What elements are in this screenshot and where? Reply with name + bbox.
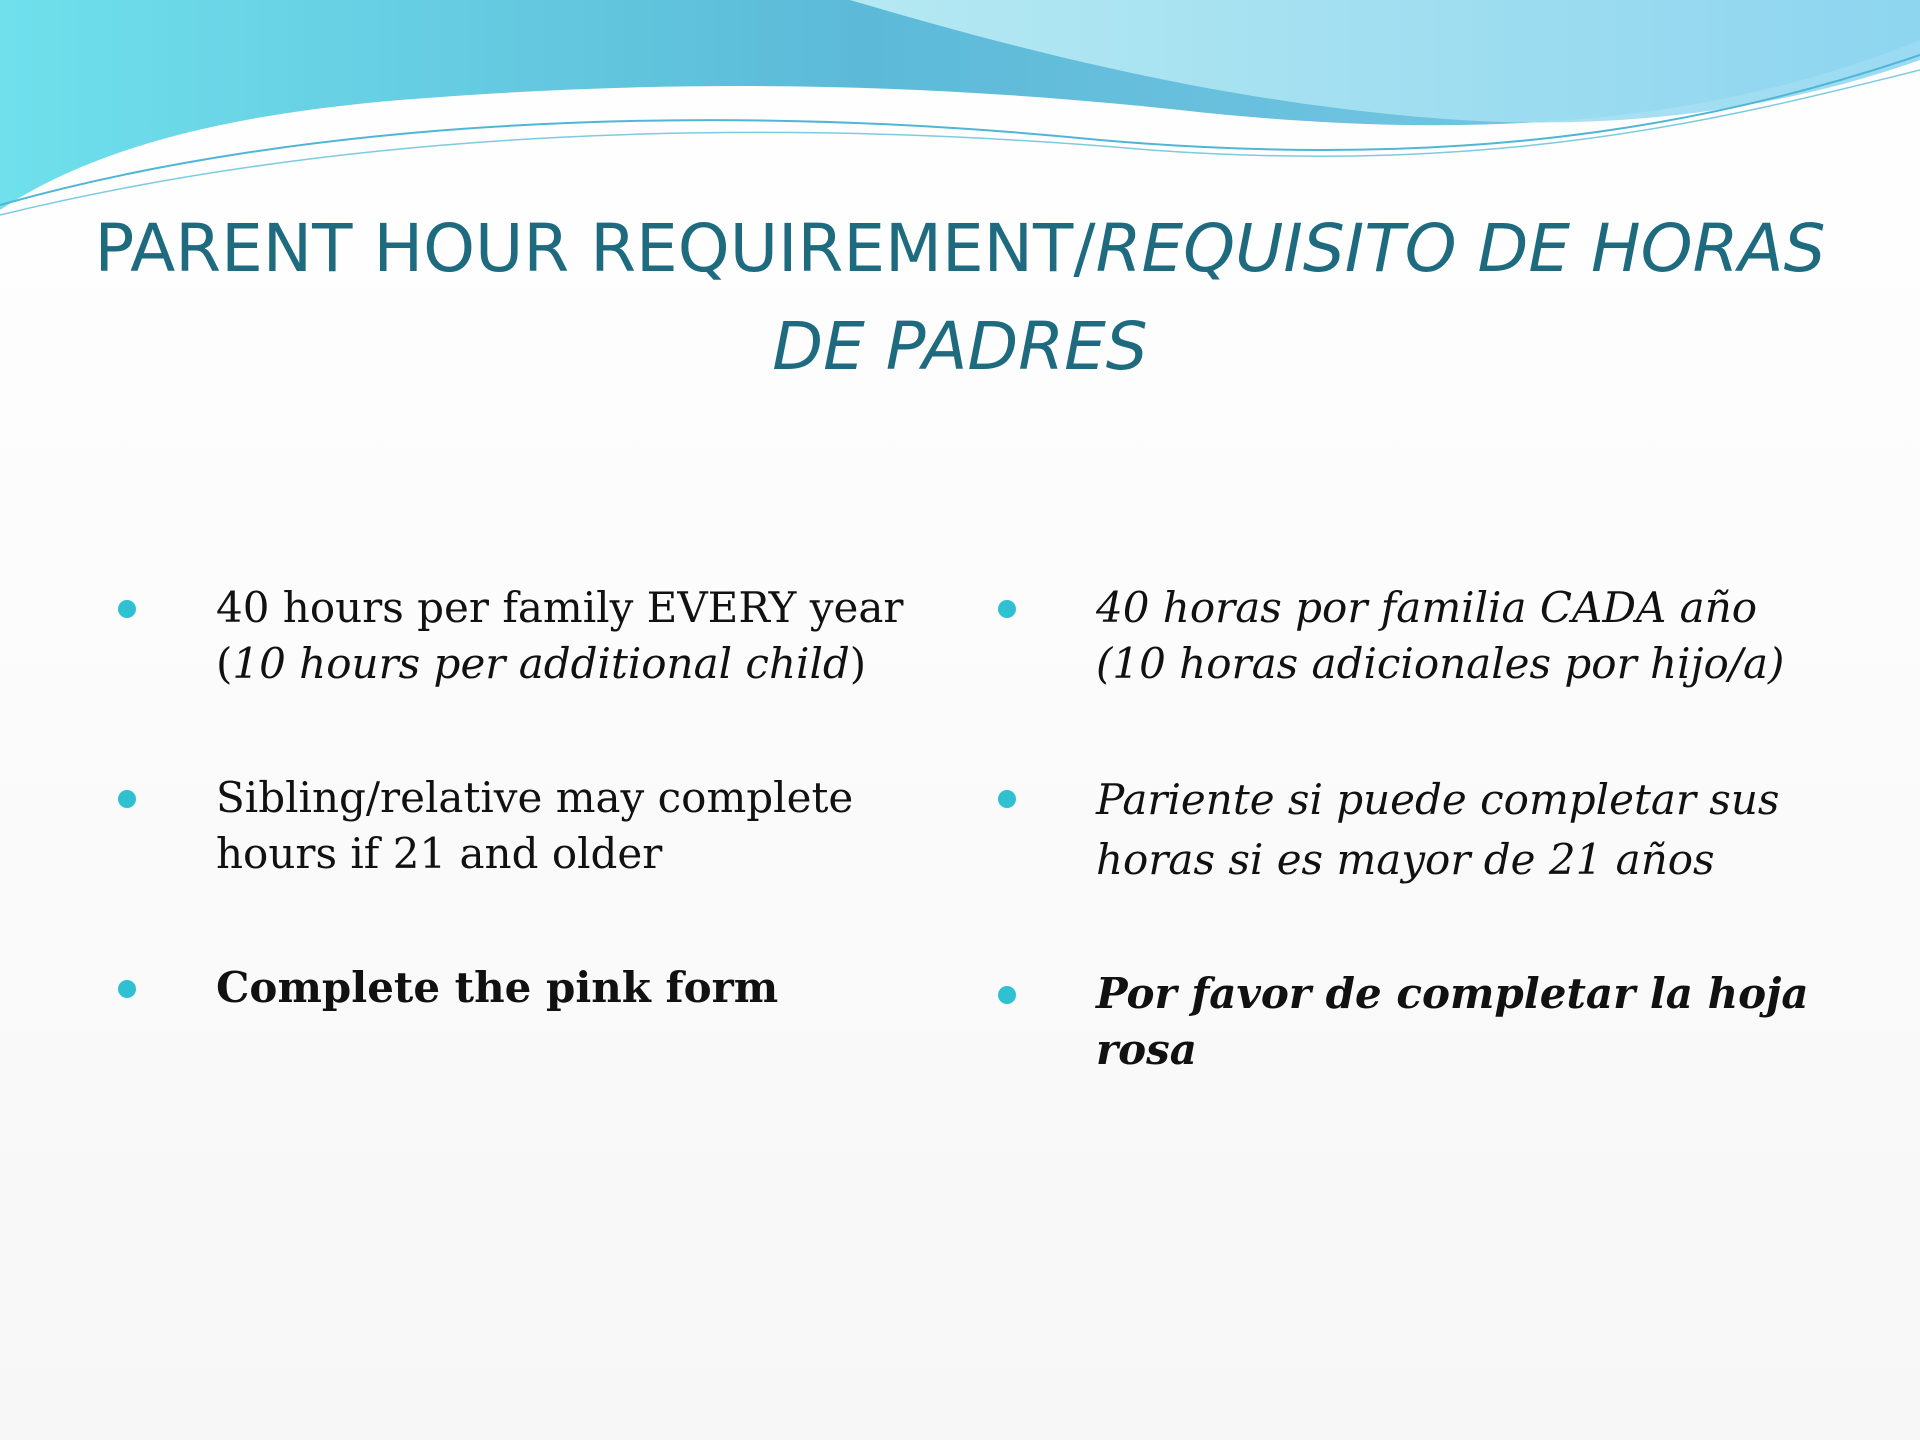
spanish-bullet-pink-form [990, 966, 1830, 1078]
spanish-bullet-relative-text: Pariente si puede completar sus horas si es mayor de 21 años [1096, 775, 1780, 884]
spanish-bullet-hours [990, 580, 1830, 770]
english-bullet-pink-form-text: Complete the pink form [216, 963, 779, 1012]
spanish-bullet-hours-text: 40 horas por familia CADA año (10 horas adicionales por hijo/a) [1096, 583, 1785, 688]
english-bullet-list [110, 580, 930, 1016]
english-bullet-pink-form [110, 960, 930, 1016]
english-bullet-hours-text: 40 hours per family EVERY year ( [216, 583, 904, 688]
spanish-bullet-list [990, 580, 1830, 1078]
slide-title [90, 200, 1830, 396]
english-bullet-hours-close: ) [849, 639, 867, 688]
spanish-bullet-pink-form-text: Por favor de completar la hoja rosa [1096, 969, 1809, 1074]
english-bullet-hours [110, 580, 930, 770]
english-bullet-relative-text: Sibling/relative may complete hours if 21 and older [216, 773, 854, 878]
slide-title-regular: PARENT HOUR REQUIREMENT/ [94, 210, 1096, 287]
english-bullet-relative [110, 770, 930, 960]
spanish-bullet-relative [990, 770, 1830, 966]
slide-title-italic: REQUISITO DE HORAS DE PADRES [772, 210, 1826, 385]
english-bullet-hours-italic: 10 hours per additional child [232, 639, 850, 688]
